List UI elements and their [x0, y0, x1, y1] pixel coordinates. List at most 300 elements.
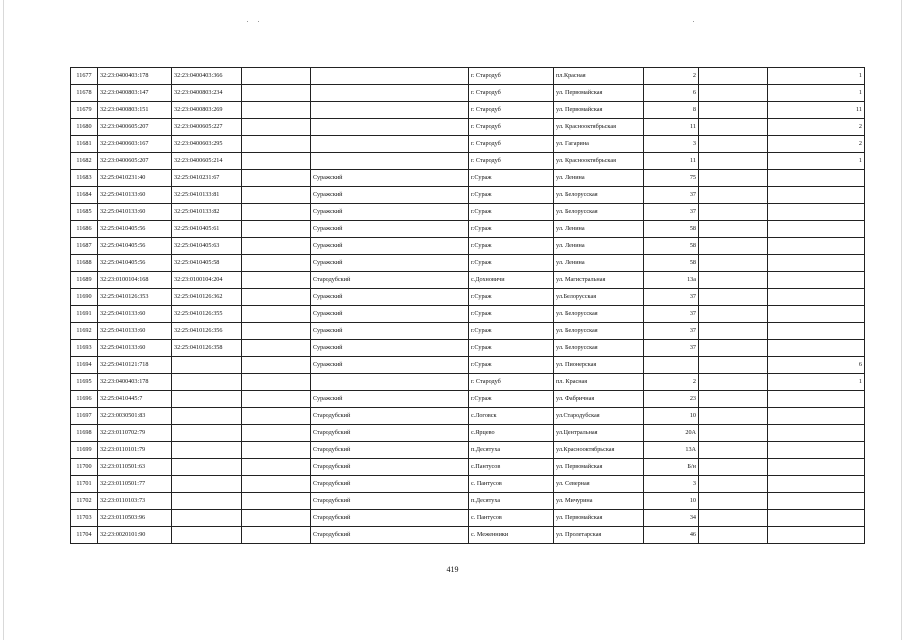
table-row — [71, 289, 865, 306]
cell-apartment-number — [768, 459, 865, 476]
cell-cadastral-number: 32:23:0400803:147 — [98, 85, 172, 102]
cell-house-number: 20А — [644, 425, 699, 442]
cell-empty — [699, 85, 768, 102]
table-row — [71, 510, 865, 527]
cell-empty — [699, 272, 768, 289]
cell-premises-cadastral-number — [172, 391, 242, 408]
cell-empty — [242, 476, 311, 493]
cell-district: Стародубский — [311, 272, 469, 289]
cell-district: Суражский — [311, 289, 469, 306]
cell-empty — [242, 255, 311, 272]
cell-locality: г.Сураж — [469, 255, 554, 272]
cell-apartment-number — [768, 442, 865, 459]
cell-district: Стародубский — [311, 408, 469, 425]
cell-street: ул. Ленина — [554, 238, 644, 255]
cell-cadastral-number: 32:23:0110103:73 — [98, 493, 172, 510]
cell-district: Суражский — [311, 340, 469, 357]
cell-locality: п.Десятуха — [469, 442, 554, 459]
cell-premises-cadastral-number: 32:25:0410405:63 — [172, 238, 242, 255]
cell-empty — [699, 493, 768, 510]
cell-empty — [699, 323, 768, 340]
cell-district: Стародубский — [311, 425, 469, 442]
registry-table — [70, 67, 865, 544]
cell-empty — [699, 425, 768, 442]
registry-table-body — [71, 68, 865, 544]
cell-apartment-number: 2 — [768, 119, 865, 136]
cell-premises-cadastral-number — [172, 493, 242, 510]
cell-street: ул. Гагарина — [554, 136, 644, 153]
cell-empty — [699, 187, 768, 204]
cell-locality: г.Сураж — [469, 289, 554, 306]
cell-record-id: 11692 — [71, 323, 98, 340]
cell-apartment-number: 2 — [768, 136, 865, 153]
cell-apartment-number: 1 — [768, 374, 865, 391]
cell-empty — [242, 204, 311, 221]
cell-house-number: 3 — [644, 476, 699, 493]
page-edge-right — [901, 0, 902, 640]
cell-cadastral-number: 32:23:0110501:63 — [98, 459, 172, 476]
cell-empty — [242, 459, 311, 476]
cell-empty — [242, 425, 311, 442]
cell-district: Стародубский — [311, 476, 469, 493]
cell-apartment-number — [768, 527, 865, 544]
cell-cadastral-number: 32:23:0110702:79 — [98, 425, 172, 442]
cell-house-number: 37 — [644, 204, 699, 221]
cell-empty — [699, 408, 768, 425]
cell-house-number: 75 — [644, 170, 699, 187]
cell-cadastral-number: 32:25:0410133:60 — [98, 323, 172, 340]
cell-record-id: 11689 — [71, 272, 98, 289]
cell-street: ул. Первомайская — [554, 85, 644, 102]
cell-district: Стародубский — [311, 442, 469, 459]
cell-house-number: 13А — [644, 442, 699, 459]
table-row — [71, 306, 865, 323]
cell-cadastral-number: 32:23:0020101:90 — [98, 527, 172, 544]
cell-empty — [242, 153, 311, 170]
cell-record-id: 11678 — [71, 85, 98, 102]
cell-empty — [699, 357, 768, 374]
cell-locality: г. Стародуб — [469, 153, 554, 170]
cell-district: Стародубский — [311, 510, 469, 527]
cell-empty — [242, 357, 311, 374]
cell-empty — [699, 476, 768, 493]
cell-district — [311, 85, 469, 102]
cell-locality: г. Стародуб — [469, 119, 554, 136]
cell-district: Стародубский — [311, 459, 469, 476]
cell-house-number: 8 — [644, 102, 699, 119]
cell-premises-cadastral-number — [172, 425, 242, 442]
cell-premises-cadastral-number — [172, 510, 242, 527]
cell-locality: г. Стародуб — [469, 374, 554, 391]
cell-cadastral-number: 32:25:0410445:7 — [98, 391, 172, 408]
cell-district — [311, 153, 469, 170]
cell-empty — [699, 238, 768, 255]
cell-premises-cadastral-number — [172, 476, 242, 493]
cell-premises-cadastral-number — [172, 527, 242, 544]
cell-empty — [699, 306, 768, 323]
cell-locality: г.Сураж — [469, 340, 554, 357]
cell-empty — [699, 221, 768, 238]
cell-district: Суражский — [311, 357, 469, 374]
cell-locality: г.Сураж — [469, 238, 554, 255]
cell-locality: с.Логовск — [469, 408, 554, 425]
cell-record-id: 11704 — [71, 527, 98, 544]
table-row — [71, 68, 865, 85]
cell-apartment-number: 6 — [768, 357, 865, 374]
cell-cadastral-number: 32:25:0410121:718 — [98, 357, 172, 374]
cell-premises-cadastral-number: 32:23:0400605:214 — [172, 153, 242, 170]
cell-cadastral-number: 32:23:0030501:83 — [98, 408, 172, 425]
cell-street: ул. Краснооктябрьская — [554, 153, 644, 170]
cell-empty — [242, 374, 311, 391]
cell-cadastral-number: 32:23:0100104:168 — [98, 272, 172, 289]
cell-empty — [699, 340, 768, 357]
cell-record-id: 11687 — [71, 238, 98, 255]
cell-empty — [242, 391, 311, 408]
cell-record-id: 11688 — [71, 255, 98, 272]
cell-cadastral-number: 32:23:0400803:151 — [98, 102, 172, 119]
table-row — [71, 527, 865, 544]
cell-street: ул. Ленина — [554, 170, 644, 187]
cell-cadastral-number: 32:23:0400403:178 — [98, 68, 172, 85]
cell-locality: г. Стародуб — [469, 102, 554, 119]
cell-apartment-number: 1 — [768, 153, 865, 170]
cell-apartment-number — [768, 510, 865, 527]
cell-empty — [699, 289, 768, 306]
cell-house-number: 2 — [644, 374, 699, 391]
scan-speck — [693, 21, 694, 22]
cell-house-number: 13а — [644, 272, 699, 289]
cell-empty — [242, 238, 311, 255]
cell-record-id: 11695 — [71, 374, 98, 391]
cell-district: Суражский — [311, 391, 469, 408]
cell-record-id: 11690 — [71, 289, 98, 306]
cell-record-id: 11703 — [71, 510, 98, 527]
cell-record-id: 11684 — [71, 187, 98, 204]
cell-district: Суражский — [311, 221, 469, 238]
table-row — [71, 442, 865, 459]
cell-record-id: 11697 — [71, 408, 98, 425]
cell-record-id: 11685 — [71, 204, 98, 221]
cell-cadastral-number: 32:25:0410405:56 — [98, 238, 172, 255]
table-row — [71, 323, 865, 340]
cell-locality: г.Сураж — [469, 357, 554, 374]
cell-record-id: 11698 — [71, 425, 98, 442]
cell-empty — [242, 170, 311, 187]
cell-empty — [242, 221, 311, 238]
table-row — [71, 187, 865, 204]
cell-cadastral-number: 32:25:0410133:60 — [98, 340, 172, 357]
cell-apartment-number — [768, 289, 865, 306]
cell-street: ул.Белорусская — [554, 289, 644, 306]
cell-house-number: 6 — [644, 85, 699, 102]
cell-street: ул. Первомайская — [554, 102, 644, 119]
cell-record-id: 11701 — [71, 476, 98, 493]
cell-district — [311, 119, 469, 136]
cell-empty — [699, 170, 768, 187]
table-row — [71, 408, 865, 425]
cell-premises-cadastral-number: 32:23:0400803:234 — [172, 85, 242, 102]
cell-street: ул.Центральная — [554, 425, 644, 442]
table-row — [71, 85, 865, 102]
cell-empty — [699, 255, 768, 272]
cell-empty — [242, 102, 311, 119]
cell-house-number: 37 — [644, 340, 699, 357]
cell-apartment-number — [768, 340, 865, 357]
cell-empty — [242, 527, 311, 544]
table-row — [71, 221, 865, 238]
cell-premises-cadastral-number: 32:25:0410405:58 — [172, 255, 242, 272]
table-row — [71, 459, 865, 476]
cell-street: ул. Фабричная — [554, 391, 644, 408]
cell-street: ул. Белорусская — [554, 306, 644, 323]
cell-locality: г.Сураж — [469, 204, 554, 221]
cell-empty — [699, 119, 768, 136]
cell-record-id: 11702 — [71, 493, 98, 510]
cell-house-number: Б/н — [644, 459, 699, 476]
cell-street: ул. Белорусская — [554, 187, 644, 204]
cell-empty — [242, 68, 311, 85]
cell-cadastral-number: 32:23:0400605:207 — [98, 119, 172, 136]
cell-house-number: 37 — [644, 323, 699, 340]
cell-premises-cadastral-number: 32:23:0400605:227 — [172, 119, 242, 136]
cell-locality: г.Сураж — [469, 170, 554, 187]
cell-apartment-number — [768, 187, 865, 204]
cell-premises-cadastral-number: 32:23:0400603:295 — [172, 136, 242, 153]
cell-district: Суражский — [311, 238, 469, 255]
cell-locality: г.Сураж — [469, 306, 554, 323]
cell-locality: с.Ярцево — [469, 425, 554, 442]
cell-apartment-number — [768, 408, 865, 425]
cell-record-id: 11681 — [71, 136, 98, 153]
cell-house-number: 23 — [644, 391, 699, 408]
cell-locality: г.Сураж — [469, 391, 554, 408]
table-row — [71, 476, 865, 493]
table-row — [71, 493, 865, 510]
cell-empty — [699, 374, 768, 391]
cell-street: ул. Ленина — [554, 255, 644, 272]
cell-premises-cadastral-number: 32:25:0410133:81 — [172, 187, 242, 204]
scan-speck — [258, 21, 259, 22]
table-row — [71, 255, 865, 272]
scan-speck — [247, 21, 248, 22]
cell-house-number: 2 — [644, 68, 699, 85]
cell-street: ул. Северная — [554, 476, 644, 493]
cell-house-number: 10 — [644, 493, 699, 510]
cell-empty — [242, 136, 311, 153]
cell-district: Суражский — [311, 170, 469, 187]
cell-empty — [699, 204, 768, 221]
cell-record-id: 11700 — [71, 459, 98, 476]
cell-premises-cadastral-number — [172, 357, 242, 374]
cell-empty — [699, 68, 768, 85]
cell-street: ул. Белорусская — [554, 204, 644, 221]
cell-street: пл. Красная — [554, 374, 644, 391]
cell-locality: с. Пантусов — [469, 510, 554, 527]
table-row — [71, 374, 865, 391]
cell-record-id: 11699 — [71, 442, 98, 459]
cell-street: ул. Мичурина — [554, 493, 644, 510]
cell-empty — [242, 493, 311, 510]
cell-premises-cadastral-number: 32:23:0400403:366 — [172, 68, 242, 85]
cell-empty — [699, 510, 768, 527]
cell-house-number: 58 — [644, 238, 699, 255]
cell-cadastral-number: 32:25:0410133:60 — [98, 187, 172, 204]
cell-apartment-number — [768, 323, 865, 340]
cell-street: ул. Первомайская — [554, 459, 644, 476]
cell-record-id: 11682 — [71, 153, 98, 170]
cell-apartment-number — [768, 272, 865, 289]
cell-empty — [242, 408, 311, 425]
cell-cadastral-number: 32:23:0110501:77 — [98, 476, 172, 493]
cell-record-id: 11683 — [71, 170, 98, 187]
cell-house-number: 37 — [644, 306, 699, 323]
cell-premises-cadastral-number — [172, 408, 242, 425]
cell-premises-cadastral-number: 32:25:0410126:356 — [172, 323, 242, 340]
cell-empty — [699, 391, 768, 408]
cell-apartment-number — [768, 170, 865, 187]
page-edge-left — [3, 0, 4, 640]
cell-empty — [699, 442, 768, 459]
cell-premises-cadastral-number — [172, 374, 242, 391]
cell-apartment-number — [768, 493, 865, 510]
cell-street: ул. Магистральная — [554, 272, 644, 289]
cell-record-id: 11693 — [71, 340, 98, 357]
cell-cadastral-number: 32:25:0410231:40 — [98, 170, 172, 187]
cell-house-number: 3 — [644, 136, 699, 153]
cell-empty — [242, 510, 311, 527]
cell-empty — [699, 527, 768, 544]
cell-record-id: 11686 — [71, 221, 98, 238]
table-row — [71, 238, 865, 255]
cell-cadastral-number: 32:23:0110101:79 — [98, 442, 172, 459]
cell-apartment-number — [768, 221, 865, 238]
cell-cadastral-number: 32:25:0410133:60 — [98, 306, 172, 323]
cell-house-number: 37 — [644, 187, 699, 204]
table-row — [71, 391, 865, 408]
table-row — [71, 340, 865, 357]
cell-district — [311, 374, 469, 391]
cell-apartment-number — [768, 306, 865, 323]
cell-district: Суражский — [311, 204, 469, 221]
table-row — [71, 204, 865, 221]
cell-house-number — [644, 357, 699, 374]
cell-street: ул. Первомайская — [554, 510, 644, 527]
cell-empty — [242, 323, 311, 340]
cell-record-id: 11677 — [71, 68, 98, 85]
cell-district: Стародубский — [311, 527, 469, 544]
cell-empty — [242, 119, 311, 136]
cell-locality: г.Сураж — [469, 221, 554, 238]
cell-empty — [699, 102, 768, 119]
cell-locality: г.Сураж — [469, 323, 554, 340]
cell-street: ул. Краснооктябрьская — [554, 119, 644, 136]
cell-empty — [242, 442, 311, 459]
cell-street: ул. Пролетарская — [554, 527, 644, 544]
cell-premises-cadastral-number — [172, 442, 242, 459]
cell-district — [311, 68, 469, 85]
cell-premises-cadastral-number: 32:25:0410405:61 — [172, 221, 242, 238]
cell-street: ул. Белорусская — [554, 323, 644, 340]
cell-house-number: 34 — [644, 510, 699, 527]
cell-locality: г.Сураж — [469, 187, 554, 204]
cell-apartment-number — [768, 476, 865, 493]
cell-apartment-number — [768, 255, 865, 272]
cell-locality: г. Стародуб — [469, 68, 554, 85]
cell-apartment-number — [768, 391, 865, 408]
cell-record-id: 11691 — [71, 306, 98, 323]
cell-district: Суражский — [311, 255, 469, 272]
cell-empty — [242, 306, 311, 323]
cell-premises-cadastral-number: 32:23:0400803:269 — [172, 102, 242, 119]
cell-district: Стародубский — [311, 493, 469, 510]
cell-empty — [699, 136, 768, 153]
cell-locality: п.Десятуха — [469, 493, 554, 510]
cell-house-number: 10 — [644, 408, 699, 425]
cell-street: пл.Красная — [554, 68, 644, 85]
cell-cadastral-number: 32:25:0410405:56 — [98, 255, 172, 272]
cell-house-number: 58 — [644, 255, 699, 272]
cell-empty — [699, 153, 768, 170]
cell-street: ул.Стародубская — [554, 408, 644, 425]
cell-district: Суражский — [311, 187, 469, 204]
cell-premises-cadastral-number: 32:25:0410126:362 — [172, 289, 242, 306]
cell-street: ул. Пионерская — [554, 357, 644, 374]
cell-apartment-number: 1 — [768, 85, 865, 102]
cell-locality: с.Дохновичи — [469, 272, 554, 289]
cell-district — [311, 136, 469, 153]
cell-apartment-number: 1 — [768, 68, 865, 85]
cell-record-id: 11694 — [71, 357, 98, 374]
table-row — [71, 119, 865, 136]
cell-premises-cadastral-number: 32:25:0410133:82 — [172, 204, 242, 221]
cell-cadastral-number: 32:23:0110503:96 — [98, 510, 172, 527]
cell-record-id: 11679 — [71, 102, 98, 119]
cell-locality: с.Пантусов — [469, 459, 554, 476]
page-number: 419 — [446, 565, 459, 574]
table-row — [71, 425, 865, 442]
cell-empty — [242, 85, 311, 102]
cell-apartment-number — [768, 204, 865, 221]
cell-empty — [242, 289, 311, 306]
cell-district: Суражский — [311, 306, 469, 323]
cell-house-number: 46 — [644, 527, 699, 544]
cell-cadastral-number: 32:25:0410133:60 — [98, 204, 172, 221]
cell-locality: с. Меженники — [469, 527, 554, 544]
cell-premises-cadastral-number: 32:25:0410231:67 — [172, 170, 242, 187]
table-row — [71, 272, 865, 289]
cell-empty — [699, 459, 768, 476]
cell-house-number: 11 — [644, 153, 699, 170]
cell-empty — [242, 272, 311, 289]
cell-house-number: 11 — [644, 119, 699, 136]
cell-house-number: 58 — [644, 221, 699, 238]
cell-cadastral-number: 32:23:0400603:167 — [98, 136, 172, 153]
cell-cadastral-number: 32:25:0410405:56 — [98, 221, 172, 238]
cell-record-id: 11680 — [71, 119, 98, 136]
cell-apartment-number — [768, 238, 865, 255]
cell-premises-cadastral-number: 32:25:0410126:355 — [172, 306, 242, 323]
table-row — [71, 357, 865, 374]
cell-district — [311, 102, 469, 119]
cell-apartment-number — [768, 425, 865, 442]
cell-locality: г. Стародуб — [469, 136, 554, 153]
table-row — [71, 136, 865, 153]
table-row — [71, 102, 865, 119]
cell-premises-cadastral-number: 32:23:0100104:204 — [172, 272, 242, 289]
cell-street: ул. Ленина — [554, 221, 644, 238]
cell-street: ул.Краснооктябрьская — [554, 442, 644, 459]
